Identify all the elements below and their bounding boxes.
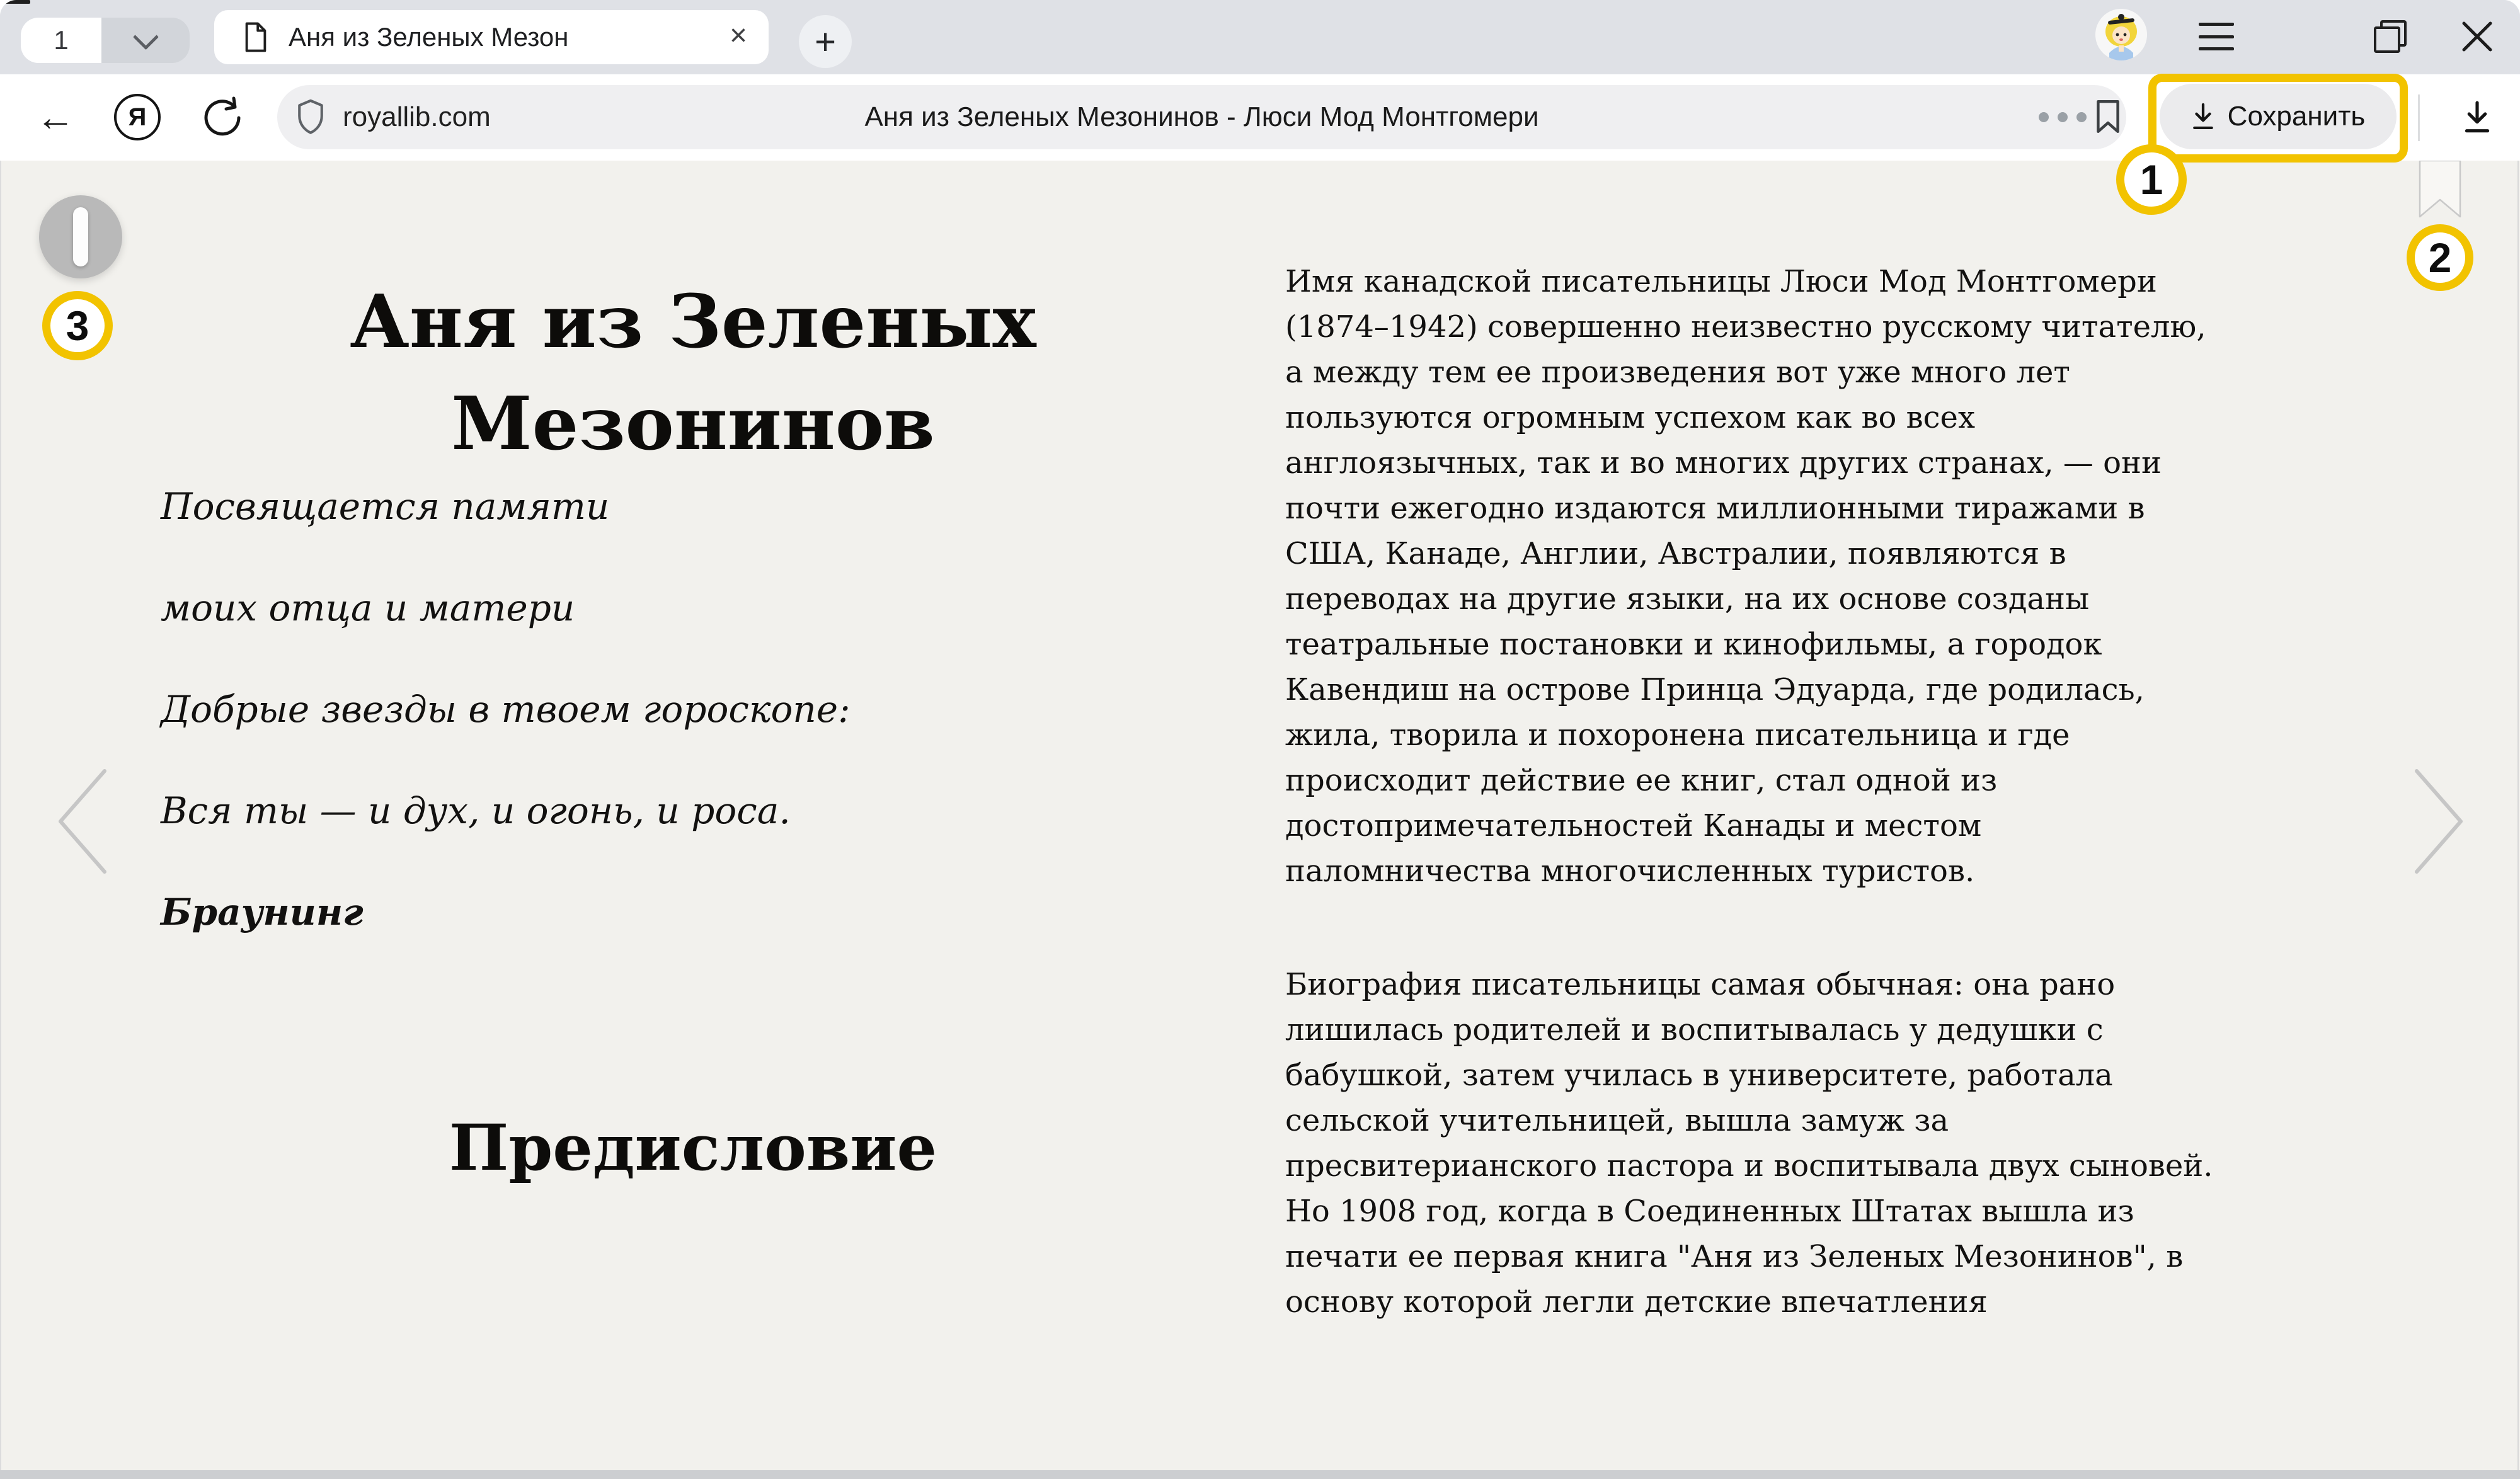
menu-button[interactable] [2199,23,2234,50]
book-title [158,271,1228,475]
paragraph-line: пресвитерианского пастора и воспитывала двух сыновей. [1285,1148,2213,1184]
download-icon [2191,102,2215,131]
paragraph-line: пользуются огромным успехом как во всех [1285,400,1976,435]
reader-position-bar-icon [73,207,88,266]
callout-1: 1 [2116,144,2187,215]
paragraph-line: Но 1908 год, когда в Соединенных Штатах вышла из [1285,1194,2134,1229]
paragraph-line: печати ее первая книга "Аня из Зеленых Мезонинов", в [1285,1239,2184,1274]
window-bottom-edge [0,1470,2520,1479]
more-icon[interactable] [2039,85,2087,149]
reader-position-button[interactable] [39,195,122,278]
tab-title-fade [580,15,668,59]
reader-content [0,161,2520,1470]
tab-counter[interactable] [21,18,190,63]
downloads-button[interactable] [2444,86,2510,149]
paragraph-line: сельской учительницей, вышла замуж за [1285,1103,1949,1138]
callout-2: 2 [2407,224,2473,291]
prev-page-button[interactable] [55,767,108,876]
save-button[interactable] [2160,84,2397,149]
callout-3: 3 [42,291,113,360]
page-title: Аня из Зеленых Мезонинов - Люси Мод Монтгомери [864,101,1539,132]
paragraph-line: Имя канадской писательницы Люси Мод Монтгомери [1285,264,2157,299]
paragraph-line: (1874–1942) совершенно неизвестно русскому читателю, [1285,309,2206,345]
yandex-button[interactable] [111,91,164,144]
tab-list-button[interactable] [101,18,190,63]
reader-bookmark-ribbon[interactable] [2419,161,2461,222]
yandex-icon: Я [114,94,161,140]
chevron-left-icon [55,767,108,876]
paragraph-line: США, Канаде, Англии, Австралии, появляются в [1285,536,2066,571]
download-icon [2463,100,2492,134]
tab-count-badge[interactable]: 1 [21,18,101,63]
save-button-label: Сохранить [2227,101,2366,132]
paragraph-line: жила, творила и похоронена писательница и где [1285,717,2070,753]
dedication-line: Посвящается памяти [161,485,610,528]
page-icon [243,22,268,55]
paragraph-line: основу которой легли детские впечатления [1285,1284,1988,1320]
back-button[interactable]: ← [36,95,75,139]
refresh-button[interactable] [197,91,249,144]
minimize-button[interactable] [0,0,30,4]
book-title-line: Аня из Зеленых [350,279,1036,365]
paragraph-line: лишилась родителей и воспитывалась у дедушки с [1285,1012,2104,1048]
site-domain: royallib.com [343,101,491,132]
window-left-edge [0,161,1,1470]
address-bar[interactable] [277,85,2126,149]
chevron-down-icon [132,24,158,50]
dedication-block [161,485,850,995]
profile-avatar[interactable] [2095,9,2147,60]
section-heading: Предисловие [449,1111,937,1185]
paragraph-line: а между тем ее произведения вот уже много лет [1285,355,2070,390]
dedication-line: Добрые звезды в твоем гороскопе: [161,688,850,731]
bookmark-flag-icon[interactable] [2094,99,2122,137]
next-page-button[interactable] [2413,767,2466,876]
toolbar-divider [2418,94,2420,141]
paragraph-line: почти ежегодно издаются миллионными тиражами в [1285,491,2145,526]
book-paragraph [1285,259,2369,894]
paragraph-line: паломничества многочисленных туристов. [1285,854,1975,889]
paragraph-line: Кавендиш на острове Принца Эдуарда, где родилась, [1285,672,2145,707]
book-paragraph [1285,962,2369,1325]
tab-close-icon[interactable]: × [729,19,747,52]
browser-tab[interactable] [214,10,769,64]
book-title-line: Мезонинов [451,381,935,467]
dedication-line: моих отца и матери [161,586,575,629]
restore-button[interactable] [2374,20,2405,52]
tab-bar [0,0,2520,74]
paragraph-line: Биография писательницы самая обычная: она рано [1285,967,2116,1002]
new-tab-button[interactable]: + [799,15,852,68]
paragraph-line: англоязычных, так и во многих других странах, — они [1285,445,2162,481]
refresh-icon [202,96,244,138]
chevron-right-icon [2413,767,2466,876]
paragraph-line: бабушкой, затем училась в университете, работала [1285,1058,2113,1093]
tab-title: Аня из Зеленых Мезон [289,22,569,52]
window-right-edge [2517,161,2519,1470]
close-button[interactable] [2458,18,2496,55]
dedication-author: Браунинг [161,891,364,934]
paragraph-line: достопримечательностей Канады и местом [1285,808,1982,843]
paragraph-line: происходит действие ее книг, стал одной из [1285,763,1998,798]
paragraph-line: переводах на другие языки, на их основе созданы [1285,581,2090,617]
paragraph-line: театральные постановки и кинофильмы, а городок [1285,627,2102,662]
dedication-line: Вся ты — и дух, и огонь, и роса. [161,789,791,832]
